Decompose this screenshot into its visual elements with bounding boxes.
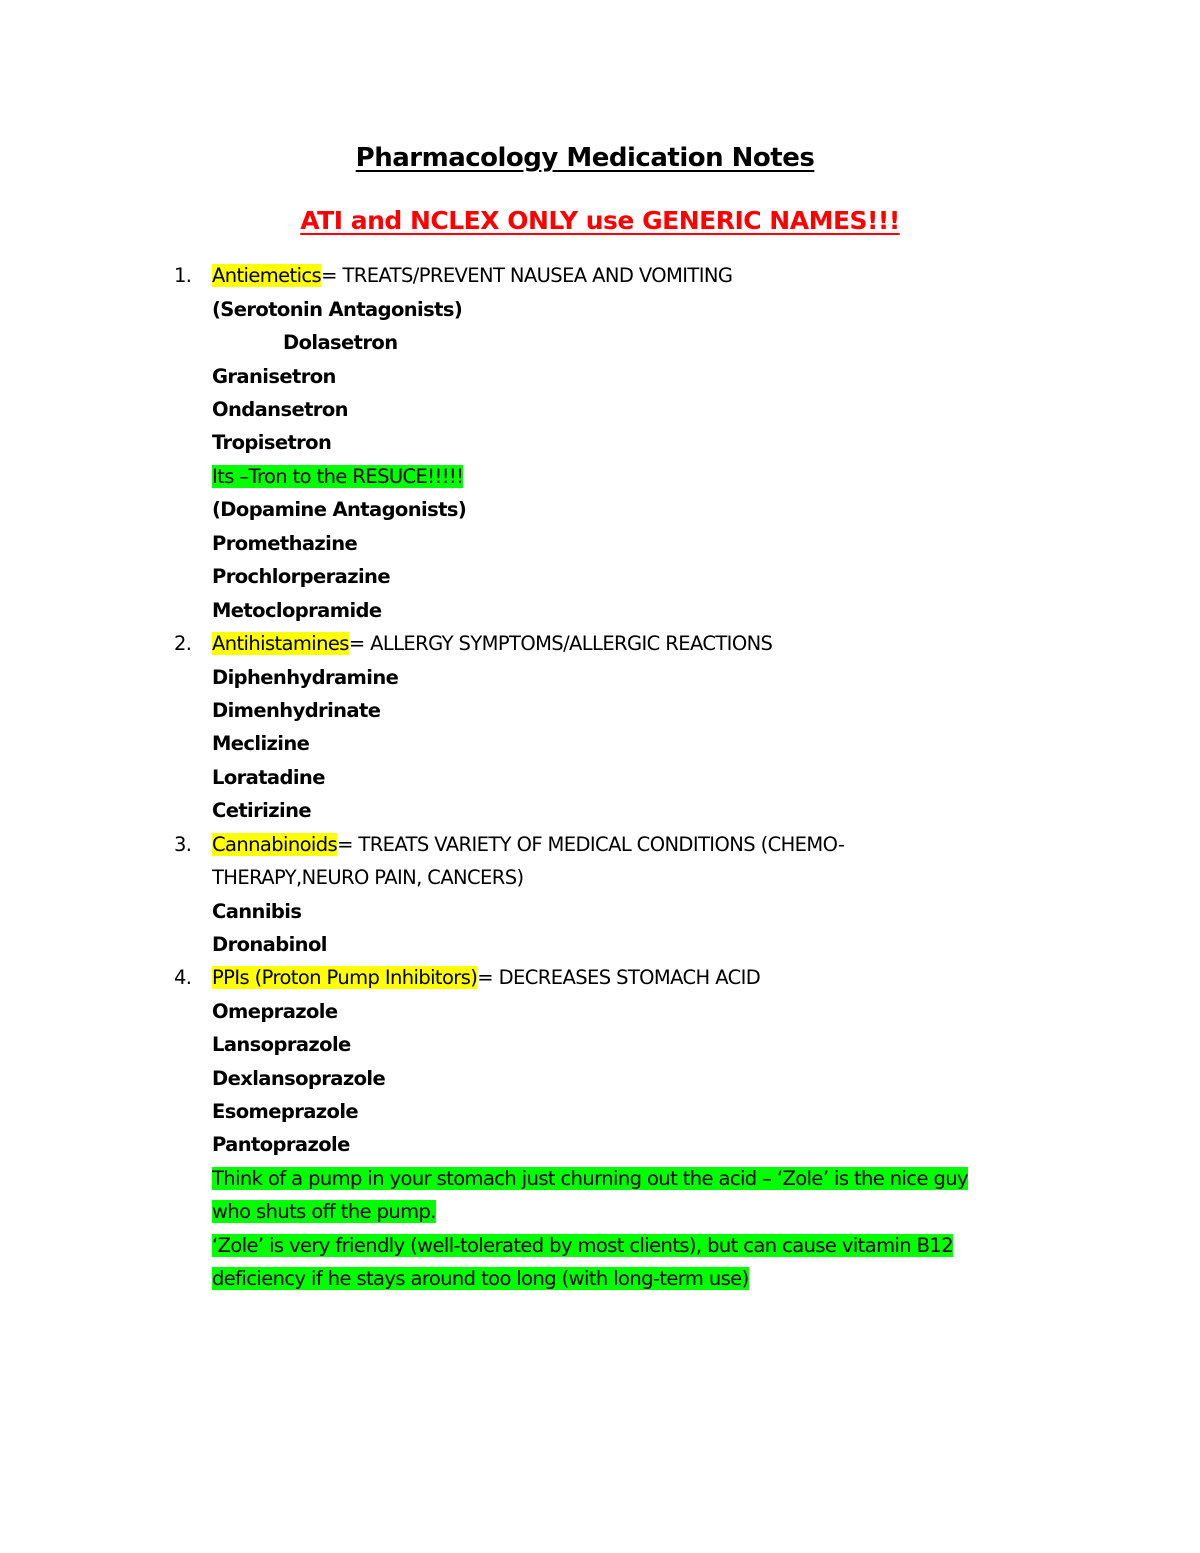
mnemonic-note: Its –Tron to the RESUCE!!!!! bbox=[212, 465, 464, 488]
section-number: 2. bbox=[174, 632, 192, 655]
mnemonic-note: who shuts off the pump. bbox=[212, 1200, 436, 1223]
document-subtitle: ATI and NCLEX ONLY use GENERIC NAMES!!! bbox=[300, 206, 900, 235]
category-description: = TREATS VARIETY OF MEDICAL CONDITIONS (CHEMO- bbox=[337, 833, 845, 856]
section-heading bbox=[212, 965, 760, 991]
drug-name: Prochlorperazine bbox=[212, 565, 390, 588]
drug-name: Loratadine bbox=[212, 766, 325, 789]
category-label: Cannabinoids bbox=[212, 833, 338, 856]
mnemonic-note: Think of a pump in your stomach just churning out the acid – ‘Zole’ is the nice guy bbox=[212, 1167, 968, 1190]
mnemonic-note: ‘Zole’ is very friendly (well-tolerated by most clients), but can cause vitamin B12 bbox=[212, 1234, 954, 1257]
drug-name: Cetirizine bbox=[212, 799, 311, 822]
category-description: = ALLERGY SYMPTOMS/ALLERGIC REACTIONS bbox=[348, 632, 773, 655]
category-description: = DECREASES STOMACH ACID bbox=[477, 966, 761, 989]
drug-name: Metoclopramide bbox=[212, 599, 382, 622]
subgroup-label: (Serotonin Antagonists) bbox=[212, 298, 463, 321]
drug-name: Lansoprazole bbox=[212, 1033, 351, 1056]
drug-name: Ondansetron bbox=[212, 398, 348, 421]
drug-name: Promethazine bbox=[212, 532, 358, 555]
drug-name: Omeprazole bbox=[212, 1000, 338, 1023]
section-heading bbox=[212, 631, 772, 657]
drug-name: Diphenhydramine bbox=[212, 666, 399, 689]
drug-name: Dolasetron bbox=[283, 331, 398, 354]
drug-name: Granisetron bbox=[212, 365, 336, 388]
section-number: 3. bbox=[174, 833, 192, 856]
category-label: PPIs (Proton Pump Inhibitors) bbox=[212, 966, 478, 989]
section-number: 1. bbox=[174, 264, 192, 287]
section-number: 4. bbox=[174, 966, 192, 989]
drug-name: Dimenhydrinate bbox=[212, 699, 381, 722]
category-label: Antiemetics bbox=[212, 264, 322, 287]
document-title: Pharmacology Medication Notes bbox=[355, 143, 815, 173]
mnemonic-note: deficiency if he stays around too long (with long-term use) bbox=[212, 1267, 749, 1290]
subgroup-label: (Dopamine Antagonists) bbox=[212, 498, 467, 521]
section-heading bbox=[212, 263, 732, 289]
category-label: Antihistamines bbox=[212, 632, 349, 655]
category-description-continued: THERAPY,NEURO PAIN, CANCERS) bbox=[212, 866, 524, 889]
drug-name: Cannibis bbox=[212, 900, 302, 923]
drug-name: Meclizine bbox=[212, 732, 310, 755]
drug-name: Dexlansoprazole bbox=[212, 1067, 386, 1090]
drug-name: Dronabinol bbox=[212, 933, 327, 956]
drug-name: Pantoprazole bbox=[212, 1133, 350, 1156]
drug-name: Esomeprazole bbox=[212, 1100, 359, 1123]
section-heading bbox=[212, 832, 844, 858]
category-description: = TREATS/PREVENT NAUSEA AND VOMITING bbox=[321, 264, 733, 287]
drug-name: Tropisetron bbox=[212, 431, 332, 454]
